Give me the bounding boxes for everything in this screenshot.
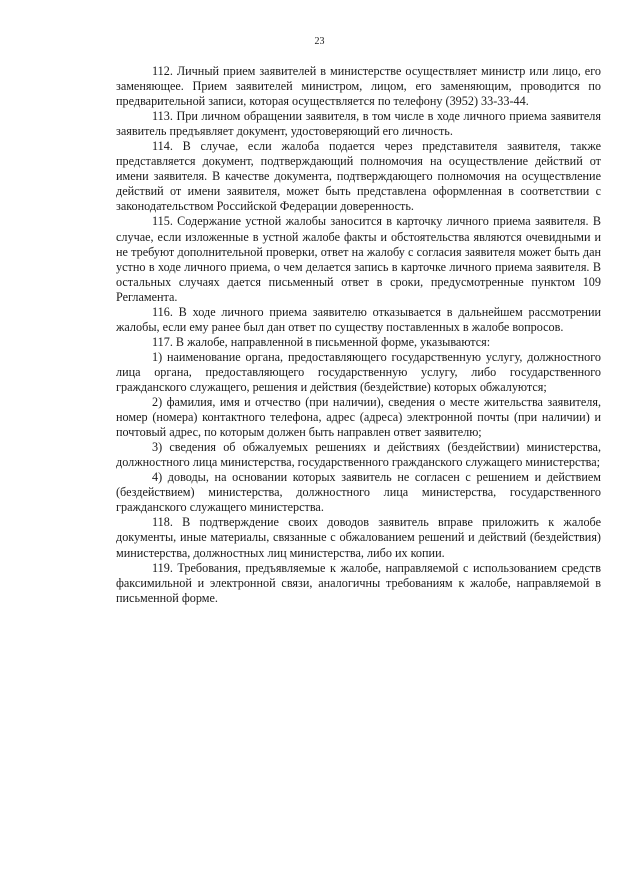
list-item-117-3: 3) сведения об обжалуемых решениях и действиях (бездействии) министерства, должностного лица министерства, государственного гражданского служащего министерства; [116, 440, 601, 470]
paragraph-114: 114. В случае, если жалоба подается через представителя заявителя, также представляется документ, подтверждающий полномочия на осуществление действий от имени заявителя. В качестве документа, подтверждающего полномочия на осуществление действий от имени заявителя, может быть представлена оформленная в соответствии с законодательством Российской Федерации доверенность. [116, 139, 601, 214]
paragraph-117: 117. В жалобе, направленной в письменной форме, указываются: [151, 334, 491, 349]
list-item-117-2: 2) фамилия, имя и отчество (при наличии), сведения о месте жительства заявителя, номер (номера) контактного телефона, адрес (адреса) электронной почты (при наличии) и почтовый адрес, по которым должен быть направлен ответ заявителю; [116, 395, 601, 440]
document-body [116, 64, 601, 606]
paragraph-112: 112. Личный прием заявителей в министерстве осуществляет министр или лицо, его заменяющее. Прием заявителей министром, лицом, его заменяющим, проводится по предварительной записи, которая осуществляется по телефону (3952) 33-33-44. [116, 64, 601, 109]
paragraph-119: 119. Требования, предъявляемые к жалобе, направляемой с использованием средств факсимильной и электронной связи, аналогичны требованиям к жалобе, направляемой в письменной форме. [116, 560, 601, 605]
page-number: 23 [314, 36, 325, 47]
list-item-117-1: 1) наименование органа, предоставляющего государственную услугу, должностного лица органа, предоставляющего государственную услугу, либо государственного гражданского служащего, решения и действия (бездействие) которых обжалуются; [116, 349, 601, 394]
paragraph-118: 118. В подтверждение своих доводов заявитель вправе приложить к жалобе документы, иные материалы, связанные с обжалованием решений и действий (бездействия) министерства, должностных лиц министерства, либо их копии. [116, 515, 601, 560]
paragraph-115: 115. Содержание устной жалобы заносится в карточку личного приема заявителя. В случае, если изложенные в устной жалобе факты и обстоятельства являются очевидными и не требуют дополнительной проверки, ответ на жалобу с согласия заявителя может быть дан устно в ходе личного приема, о чем делается запись в карточке личного приема заявителя. В остальных случаях дается письменный ответ в сроки, предусмотренные пунктом 109 Регламента. [116, 214, 601, 304]
paragraph-116: 116. В ходе личного приема заявителю отказывается в дальнейшем рассмотрении жалобы, если ему ранее был дан ответ по существу поставленных в жалобе вопросов. [116, 304, 601, 334]
paragraph-113: 113. При личном обращении заявителя, в том числе в ходе личного приема заявителя заявитель предъявляет документ, удостоверяющий его личность. [116, 109, 601, 139]
list-item-117-4: 4) доводы, на основании которых заявитель не согласен с решением и действием (бездействием) министерства, должностного лица министерства, государственного гражданского служащего министерства. [116, 470, 601, 515]
